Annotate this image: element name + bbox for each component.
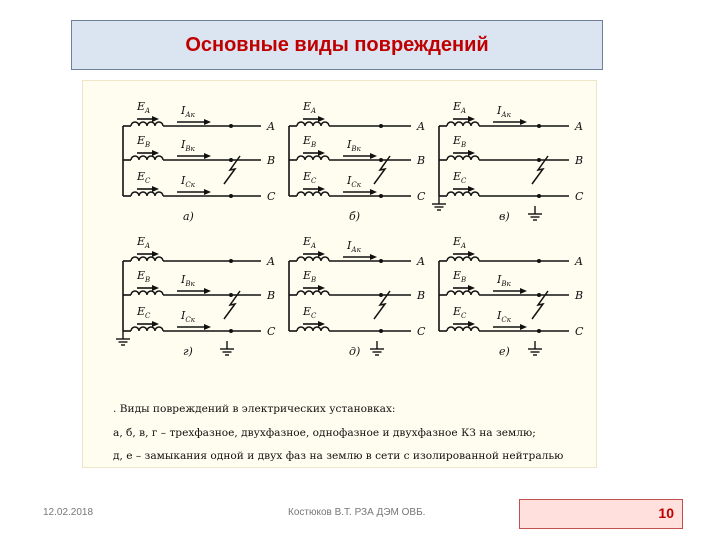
- winding-coil: [447, 192, 479, 196]
- page-number: 10: [658, 505, 674, 521]
- phase-node: [537, 259, 541, 263]
- winding-coil: [131, 291, 163, 295]
- phase-node: [537, 158, 541, 162]
- panel-label: г): [183, 345, 193, 358]
- emf-label: $E_C$: [453, 170, 467, 185]
- phase-node: [229, 329, 233, 333]
- page-number-box: [519, 499, 683, 529]
- winding-coil: [447, 257, 479, 261]
- current-arrow-head: [520, 288, 527, 294]
- footer-date: 12.02.2018: [43, 507, 94, 518]
- emf-arrow-head: [152, 321, 159, 327]
- panel-b: [289, 100, 426, 223]
- phase-node: [229, 293, 233, 297]
- current-arrow-head: [520, 324, 527, 330]
- winding-coil: [297, 122, 329, 126]
- footer-author: Костюков В.Т. РЗА ДЭМ ОВБ.: [288, 507, 426, 518]
- phase-label: A: [575, 255, 583, 268]
- phase-node: [229, 194, 233, 198]
- winding-coil: [297, 192, 329, 196]
- phase-label: B: [417, 154, 426, 167]
- winding-coil: [131, 257, 163, 261]
- current-label: $I_{Вк}$: [181, 138, 195, 153]
- emf-label: $E_A$: [453, 100, 467, 115]
- emf-arrow-head: [468, 285, 475, 291]
- phase-node: [537, 124, 541, 128]
- emf-label: $E_A$: [137, 100, 151, 115]
- fault-ground: [220, 341, 234, 355]
- emf-arrow-head: [468, 321, 475, 327]
- current-label: $I_{Ск}$: [181, 174, 195, 189]
- neutral-ground: [116, 331, 130, 345]
- caption-line-1: . Виды повреждений в электрических установках:: [113, 403, 396, 415]
- current-arrow-head: [370, 254, 377, 260]
- emf-arrow-head: [318, 186, 325, 192]
- phase-label: A: [417, 120, 425, 133]
- fault-ground: [528, 206, 542, 220]
- emf-arrow-head: [468, 186, 475, 192]
- emf-label: $E_A$: [453, 235, 467, 250]
- panel-label: в): [499, 210, 510, 223]
- fault-schematics: [83, 81, 598, 399]
- current-label: $I_{Ак}$: [181, 104, 195, 119]
- fault-ground: [528, 341, 542, 355]
- emf-arrow-head: [318, 285, 325, 291]
- emf-arrow-head: [468, 116, 475, 122]
- phase-node: [229, 124, 233, 128]
- panel-a: [123, 100, 276, 223]
- phase-label: A: [575, 120, 583, 133]
- emf-label: $E_A$: [137, 235, 151, 250]
- emf-label: $E_B$: [137, 134, 151, 149]
- current-arrow-head: [204, 324, 211, 330]
- winding-coil: [131, 156, 163, 160]
- current-arrow-head: [370, 189, 377, 195]
- phase-node: [379, 293, 383, 297]
- emf-arrow-head: [318, 321, 325, 327]
- emf-label: $E_C$: [137, 170, 151, 185]
- neutral-ground: [432, 196, 446, 210]
- phase-label: A: [417, 255, 425, 268]
- phase-node: [379, 329, 383, 333]
- caption-line-3: д, е – замыкания одной и двух фаз на землю в сети с изолированной нейтралью: [113, 450, 564, 462]
- phase-node: [537, 329, 541, 333]
- panel-v: [432, 100, 584, 223]
- phase-node: [537, 293, 541, 297]
- phase-label: B: [575, 289, 584, 302]
- emf-label: $E_C$: [303, 305, 317, 320]
- current-label: $I_{Вк}$: [347, 138, 361, 153]
- phase-label: A: [267, 255, 275, 268]
- winding-coil: [447, 291, 479, 295]
- slide-title: Основные виды повреждений: [185, 33, 489, 56]
- emf-label: $E_A$: [303, 235, 317, 250]
- phase-label: C: [575, 190, 584, 203]
- current-label: $I_{Ск}$: [181, 309, 195, 324]
- current-arrow-head: [520, 119, 527, 125]
- emf-label: $E_B$: [453, 269, 467, 284]
- winding-coil: [297, 327, 329, 331]
- emf-arrow-head: [318, 251, 325, 257]
- phase-label: B: [417, 289, 426, 302]
- current-label: $I_{Вк}$: [497, 273, 511, 288]
- panel-g: [116, 235, 276, 358]
- winding-coil: [131, 122, 163, 126]
- emf-label: $E_A$: [303, 100, 317, 115]
- emf-arrow-head: [152, 186, 159, 192]
- panel-e: [439, 235, 584, 358]
- emf-label: $E_B$: [303, 269, 317, 284]
- winding-coil: [131, 192, 163, 196]
- phase-label: C: [575, 325, 584, 338]
- emf-label: $E_C$: [453, 305, 467, 320]
- fault-diagram-figure: [82, 80, 597, 468]
- phase-node: [379, 124, 383, 128]
- emf-label: $E_B$: [137, 269, 151, 284]
- panel-d: [289, 235, 426, 358]
- phase-node: [379, 259, 383, 263]
- panel-label: а): [183, 210, 194, 223]
- phase-node: [229, 259, 233, 263]
- current-label: $I_{Ак}$: [347, 239, 361, 254]
- emf-label: $E_C$: [137, 305, 151, 320]
- phase-label: B: [575, 154, 584, 167]
- current-label: $I_{Ск}$: [497, 309, 511, 324]
- current-label: $I_{Ск}$: [347, 174, 361, 189]
- title-box: [71, 20, 603, 70]
- current-arrow-head: [370, 153, 377, 159]
- emf-arrow-head: [468, 150, 475, 156]
- emf-arrow-head: [152, 251, 159, 257]
- current-label: $I_{Ак}$: [497, 104, 511, 119]
- emf-arrow-head: [152, 285, 159, 291]
- winding-coil: [297, 257, 329, 261]
- phase-label: A: [267, 120, 275, 133]
- phase-label: C: [267, 325, 276, 338]
- emf-arrow-head: [152, 150, 159, 156]
- fault-ground: [370, 341, 384, 355]
- current-label: $I_{Вк}$: [181, 273, 195, 288]
- current-arrow-head: [204, 119, 211, 125]
- phase-label: C: [417, 325, 426, 338]
- panel-label: д): [349, 345, 361, 358]
- phase-node: [379, 158, 383, 162]
- winding-coil: [447, 327, 479, 331]
- phase-label: C: [267, 190, 276, 203]
- phase-label: C: [417, 190, 426, 203]
- emf-label: $E_C$: [303, 170, 317, 185]
- current-arrow-head: [204, 189, 211, 195]
- phase-label: B: [267, 154, 276, 167]
- panel-label: е): [499, 345, 510, 358]
- phase-node: [229, 158, 233, 162]
- winding-coil: [131, 327, 163, 331]
- current-arrow-head: [204, 288, 211, 294]
- panel-label: б): [349, 210, 361, 223]
- winding-coil: [447, 122, 479, 126]
- current-arrow-head: [204, 153, 211, 159]
- caption-line-2: а, б, в, г – трехфазное, двухфазное, однофазное и двухфазное КЗ на землю;: [113, 427, 536, 439]
- emf-arrow-head: [318, 116, 325, 122]
- emf-arrow-head: [152, 116, 159, 122]
- phase-node: [537, 194, 541, 198]
- emf-arrow-head: [318, 150, 325, 156]
- phase-label: B: [267, 289, 276, 302]
- emf-arrow-head: [468, 251, 475, 257]
- winding-coil: [297, 291, 329, 295]
- phase-node: [379, 194, 383, 198]
- winding-coil: [447, 156, 479, 160]
- emf-label: $E_B$: [303, 134, 317, 149]
- emf-label: $E_B$: [453, 134, 467, 149]
- winding-coil: [297, 156, 329, 160]
